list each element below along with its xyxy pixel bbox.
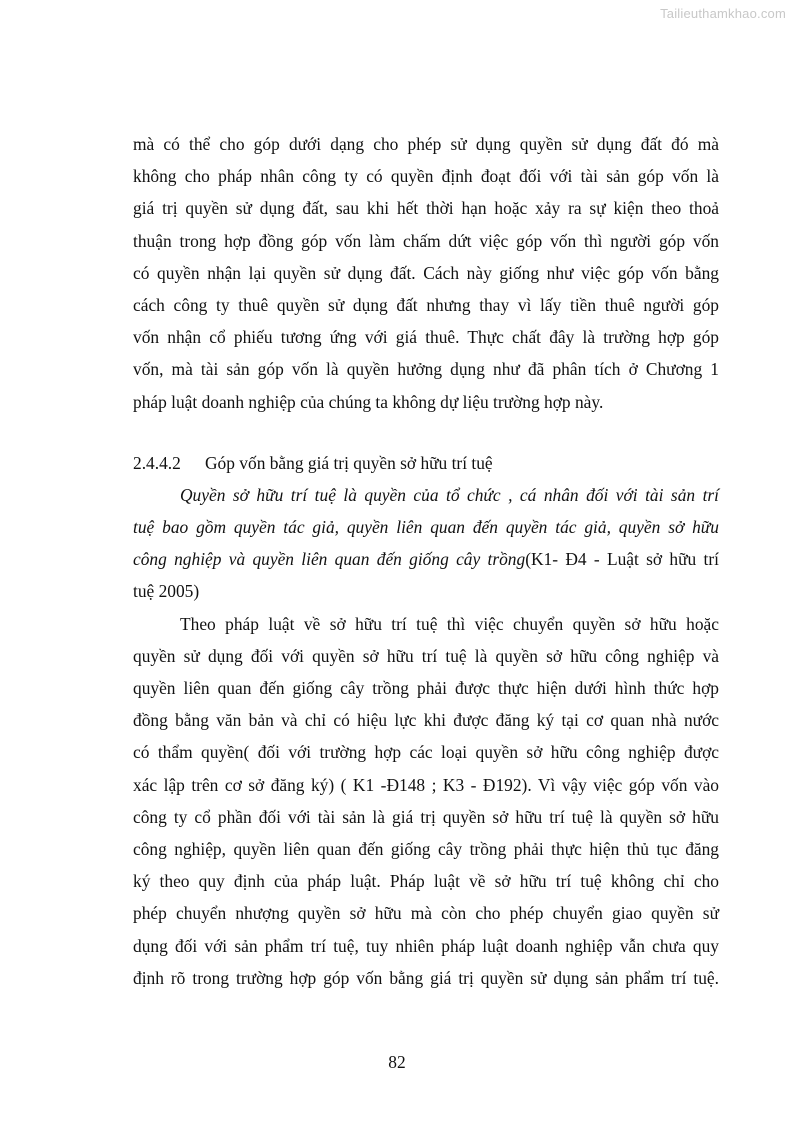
definition-italic-part: công nghiệp và quyền liên quan đến giống cây trồng	[133, 549, 526, 570]
paragraph-1	[133, 128, 719, 418]
text-line: tuệ bao gồm quyền tác giả, quyền liên quan đến quyền tác giả, quyền sở hữu	[133, 517, 719, 538]
text-line: mà có thể cho góp dưới dạng cho phép sử dụng quyền sử dụng đất đó mà	[133, 134, 719, 154]
text-line: tuệ 2005)	[133, 581, 200, 602]
text-line: quyền sử dụng đối với quyền sở hữu trí tuệ là quyền sở hữu công nghiệp và	[133, 645, 719, 666]
text-line: dụng đối với sản phẩm trí tuệ, tuy nhiên pháp luật doanh nghiệp vẫn chưa quy	[133, 935, 719, 956]
text-line: có quyền nhận lại quyền sử dụng đất. Cách này giống như việc góp vốn bằng	[133, 262, 719, 283]
text-line: cách công ty thuê quyền sử dụng đất nhưng thay vì lấy tiền thuê người góp	[133, 294, 719, 315]
text-line: Quyền sở hữu trí tuệ là quyền của tổ chức , cá nhân đối với tài sản trí	[180, 484, 719, 505]
page-number: 82	[388, 1052, 406, 1072]
paragraph-gap	[133, 418, 719, 447]
text-line: có thẩm quyền( đối với trường hợp các loại quyền sở hữu công nghiệp được	[133, 742, 719, 763]
text-line: quyền liên quan đến giống cây trồng phải được thực hiện dưới hình thức hợp	[133, 678, 719, 698]
text-line: công nghiệp, quyền liên quan đến giống cây trồng phải thực hiện thủ tục đăng	[133, 838, 719, 859]
section-heading	[133, 447, 719, 479]
section-number: 2.4.4.2	[133, 452, 181, 473]
text-line: công ty cổ phần đối với tài sản là giá trị quyền sở hữu trí tuệ là quyền sở hữu	[133, 806, 719, 827]
paragraph-2	[133, 608, 719, 994]
watermark: Tailieuthamkhao.com	[660, 6, 786, 21]
text-line: xác lập trên cơ sở đăng ký) ( K1 -Đ148 ; K3 - Đ192). Vì vậy việc góp vốn vào	[133, 774, 719, 795]
text-line: ký theo quy định của pháp luật. Pháp luật về sở hữu trí tuệ không chỉ cho	[133, 871, 719, 892]
definition-paragraph	[133, 479, 719, 608]
text-line	[133, 543, 719, 575]
text-line: giá trị quyền sử dụng đất, sau khi hết thời hạn hoặc xảy ra sự kiện theo thoả	[133, 198, 719, 219]
text-line: thuận trong hợp đồng góp vốn làm chấm dứt việc góp vốn thì người góp vốn	[133, 230, 719, 251]
text-line: pháp luật doanh nghiệp của chúng ta không dự liệu trường hợp này.	[133, 391, 604, 412]
text-line: định rõ trong trường hợp góp vốn bằng giá trị quyền sử dụng sản phẩm trí tuệ.	[133, 967, 719, 988]
text-line: vốn nhận cổ phiếu tương ứng với giá thuê. Thực chất đây là trường hợp góp	[133, 327, 719, 348]
text-line: không cho pháp nhân công ty có quyền định đoạt đối với tài sản góp vốn là	[133, 166, 719, 187]
page-body	[133, 128, 719, 994]
section-title: Góp vốn bằng giá trị quyền sở hữu trí tuệ	[205, 452, 493, 473]
text-line: vốn, mà tài sản góp vốn là quyền hưởng dụng như đã phân tích ở Chương 1	[133, 359, 719, 380]
text-line: Theo pháp luật về sở hữu trí tuệ thì việc chuyển quyền sở hữu hoặc	[180, 613, 719, 634]
citation: (K1- Đ4 - Luật sở hữu trí	[525, 549, 719, 570]
text-line: đồng bằng văn bản và chỉ có hiệu lực khi được đăng ký tại cơ quan nhà nước	[133, 710, 719, 731]
text-line: phép chuyển nhượng quyền sở hữu mà còn cho phép chuyển giao quyền sử	[133, 903, 719, 924]
